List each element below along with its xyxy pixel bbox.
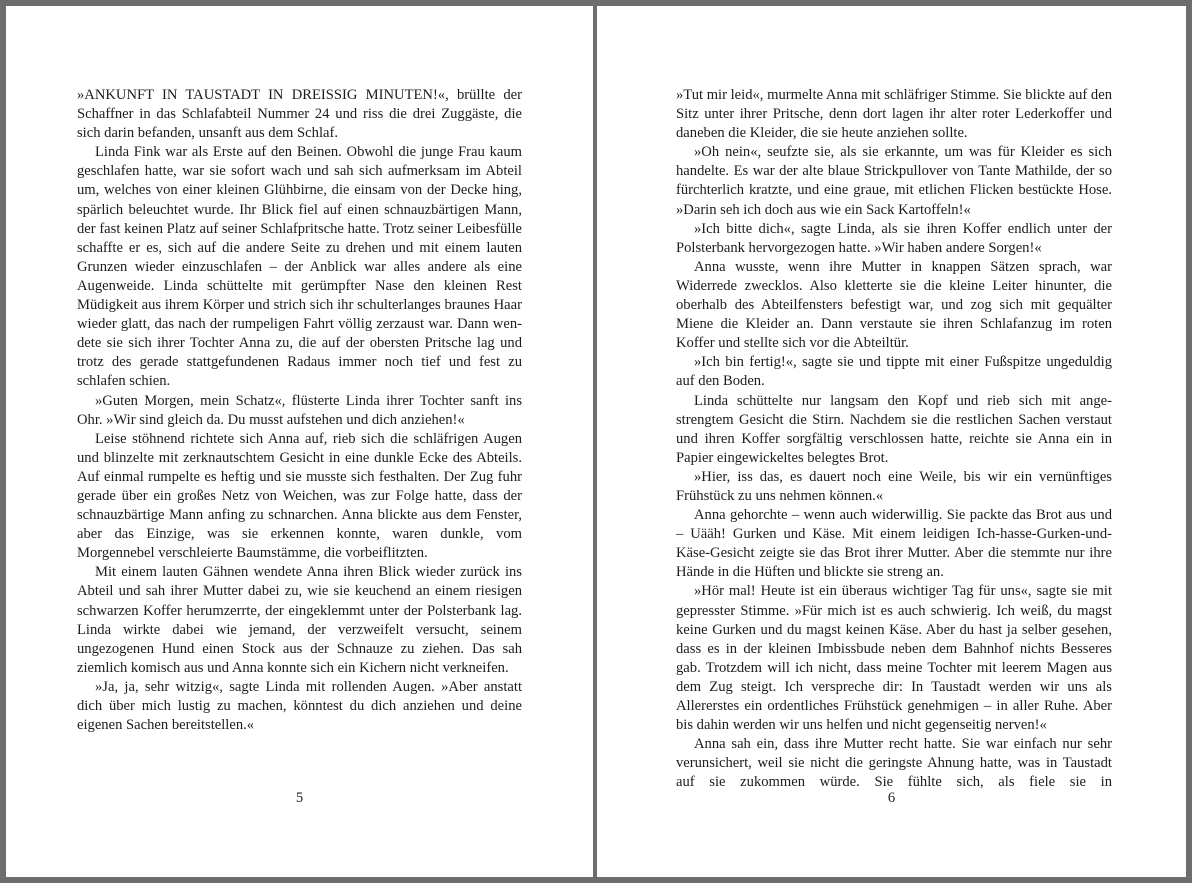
- paragraph: Anna wusste, wenn ihre Mutter in knappen Sätzen sprach, war Widerrede zwecklos. Also kletterte sie die kleine Leiter hinunter, die oberhalb des Abteilfensters befestigt war, und zog sich mit gequälter Miene die Kleider an. Dann verstaute sie ihren Schlafanzug im roten Koffer und stellte sich vor die Abteiltür.: [676, 258, 1112, 352]
- right-page-body: [676, 86, 1112, 792]
- paragraph: »Ich bin fertig!«, sagte sie und tippte mit einer Fußspitze ungeduldig auf den Boden.: [676, 354, 1112, 390]
- paragraph: »ANKUNFT IN TAUSTADT IN DREISSIG MINUTEN!«, brüllte der Schaffner in das Schlafabteil Nummer 24 und riss die drei Zuggäste, die sich darin befanden, unsanft aus dem Schlaf.: [77, 87, 522, 142]
- paragraph: Linda Fink war als Erste auf den Beinen. Obwohl die junge Frau kaum geschlafen hatte, war sie sofort wach und sah sich aufmerksam im Abteil um, welches von einer kleinen Glühbirne, die einsam von der Decke hing, spärlich beleuchtet wurde. Ihr Blick fiel auf einen schnauzbärtigen Mann, der fast keinen Platz auf seiner Schlafpritsche hatte. Trotz seiner Leibesfülle schaffte er es, sich auf die andere Seite zu drehen und mit einem lauten Grunzen wieder einzuschlafen – der Anblick war alles andere als eine Augenweide. Linda schüttelte mit gerümpfter Nase den kleinen Rest Müdigkeit aus ihrem Körper und strich sich ihr schulterlanges braunes Haar wieder glatt, das nach der rumpeligen Fahrt völlig zerzaust war. Dann wendete sie sich ihrer Tochter Anna zu, die auf der obersten Pritsche lag und trotz des gerade stattgefundenen Radaus immer noch tief und fest zu schlafen schien.: [77, 144, 522, 390]
- paragraph: »Hör mal! Heute ist ein überaus wichtiger Tag für uns«, sagte sie mit gepresster Stimme. »Für mich ist es auch schwierig. Ich weiß, du magst keine Gurken und du magst keinen Käse. Aber du hast ja selber gesehen, dass es in der kleinen Imbissbude neben dem Bahnhof nichts Besseres gab. Trotzdem will ich nicht, dass meine Tochter mit leerem Magen aus dem Zug steigt. Ich verspreche dir: In Taustadt werden wir uns als Allererstes ein ordentliches Frühstück genehmigen – in aller Ruhe. Aber bis dahin werden wir uns helfen und nicht gegenseitig nerven!«: [676, 583, 1112, 734]
- paragraph: »Guten Morgen, mein Schatz«, flüsterte Linda ihrer Tochter sanft ins Ohr. »Wir sind gleich da. Du musst aufstehen und dich anziehen!«: [77, 392, 522, 428]
- paragraph: Anna sah ein, dass ihre Mutter recht hatte. Sie war einfach nur sehr verunsichert, weil sie nicht die geringste Ahnung hatte, was in Taustadt auf sie zukommen würde. Sie fühlte sich, als fiele sie in: [676, 736, 1112, 791]
- paragraph: »Oh nein«, seufzte sie, als sie erkannte, um was für Kleider es sich handelte. Es war der alte blaue Strickpullover von Tante Mathilde, der so fürchterlich kratzte, und eine graue, mit etlichen Flicken bestückte Hose. »Darin seh ich doch aus wie ein Sack Kartoffeln!«: [676, 144, 1112, 218]
- right-page: [597, 6, 1186, 877]
- paragraph: Anna gehorchte – wenn auch widerwillig. Sie packte das Brot aus und – Uääh! Gurken und Käse. Mit einem leidigen Ich-hasse-Gurken-und-Käse-Gesicht zeigte sie das Brot ihrer Mutter. Aber die stemmte nur ihre Hände in die Hüften und blickte sie streng an.: [676, 507, 1112, 581]
- paragraph: Linda schüttelte nur langsam den Kopf und rieb sich mit angestrengtem Gesicht die Stirn. Nachdem sie die restlichen Sachen verstaut und ihren Koffer sorgfältig verschlossen hatte, reichte sie Anna ein in Papier eingewickeltes belegtes Brot.: [676, 392, 1112, 466]
- paragraph: Leise stöhnend richtete sich Anna auf, rieb sich die schläfrigen Augen und blinzelte mit zerknautschtem Gesicht in eine dunkle Ecke des Abteils. Auf einmal rumpelte es heftig und sie musste sich festhalten. Der Zug fuhr gerade über ein großes Netz von Weichen, was zur Folge hatte, dass der schnauzbärtige Mann anfing zu schnarchen. Anna blickte aus dem Fenster, aber das Einzige, was sie erkennen konnte, waren dunkle, vom Morgennebel verschleierte Baumstämme, die vorbeiflitzten.: [77, 430, 522, 562]
- paragraph: »Hier, iss das, es dauert noch eine Weile, bis wir ein vernünftiges Frühstück zu uns nehmen können.«: [676, 468, 1112, 504]
- left-page-body: [77, 86, 522, 735]
- paragraph: Mit einem lauten Gähnen wendete Anna ihren Blick wieder zurück ins Abteil und sah ihrer Mutter dabei zu, wie sie keuchend an einem riesigen schwarzen Koffer herumzerrte, der eingeklemmt unter der Polsterbank lag. Linda wirkte dabei wie jemand, der verzweifelt versucht, seinem ungezogenen Hund einen Stock aus der Schnauze zu ziehen. Das sah ziemlich komisch aus und Anna konnte sich ein Kichern nicht verkneifen.: [77, 564, 522, 676]
- paragraph: »Tut mir leid«, murmelte Anna mit schläfriger Stimme. Sie blickte auf den Sitz unter ihrer Pritsche, denn dort lagen ihr alter roter Lederkoffer und daneben die Kleider, die sie heute anziehen sollte.: [676, 87, 1112, 142]
- left-page: [6, 6, 593, 877]
- page-number: 6: [887, 790, 896, 806]
- paragraph: »Ich bitte dich«, sagte Linda, als sie ihren Koffer endlich unter der Polsterbank hervorgezogen hatte. »Wir haben andere Sorgen!«: [676, 220, 1112, 256]
- page-number: 5: [295, 790, 304, 806]
- paragraph: »Ja, ja, sehr witzig«, sagte Linda mit rollenden Augen. »Aber anstatt dich über mich lustig zu machen, könntest du dich anziehen und deine eigenen Sachen bereitstellen.«: [77, 678, 522, 734]
